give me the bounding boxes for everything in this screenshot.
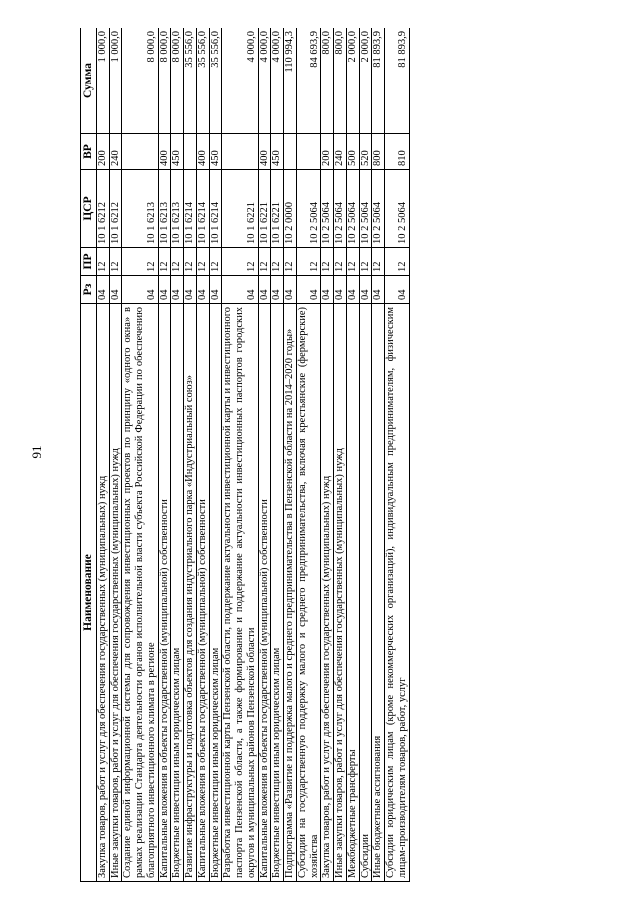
cell-name: Разработка инвестиционной карты Пензенской области, поддержание актуальности инвестиционной карты и инвестиционного паспорта Пензенской области, а также формирование и поддержание актуальности инвестиционных паспортов городских округов и муниципальных районов Пензенской области bbox=[222, 304, 258, 882]
cell-name: Капитальные вложения в объекты государственной (муниципальной) собственности bbox=[158, 304, 171, 882]
cell-name: Создание единой информационной системы для сопровождения инвестиционных проектов по принципу «одного окна» в рамках реализации Стандарта деятельности органов исполнительной власти субъекта Российской Федерации по обеспечению благоприятного инвестиционного климата в регионе bbox=[122, 304, 158, 882]
cell-target-article: 10 2 5064 bbox=[296, 170, 321, 248]
cell-subsection: 12 bbox=[196, 248, 209, 276]
cell-name: Иные закупки товаров, работ и услуг для обеспечения государственных (муниципальных) нужд bbox=[334, 304, 347, 882]
cell-subsection: 12 bbox=[171, 248, 184, 276]
cell-target-article: 10 2 5064 bbox=[385, 170, 410, 248]
cell-target-article: 10 1 6221 bbox=[258, 170, 271, 248]
cell-section: 04 bbox=[222, 276, 258, 304]
cell-amount: 81 893,9 bbox=[372, 28, 385, 134]
cell-section: 04 bbox=[385, 276, 410, 304]
cell-target-article: 10 2 5064 bbox=[334, 170, 347, 248]
page-number: 91 bbox=[29, 445, 44, 459]
table-row bbox=[209, 28, 222, 882]
header-expense-type: ВР bbox=[81, 134, 97, 170]
table-row bbox=[359, 28, 372, 882]
cell-expense-type: 400 bbox=[258, 134, 271, 170]
cell-name: Бюджетные инвестиции иным юридическим лицам bbox=[271, 304, 284, 882]
cell-expense-type: 810 bbox=[385, 134, 410, 170]
cell-expense-type: 400 bbox=[158, 134, 171, 170]
table-row bbox=[271, 28, 284, 882]
cell-subsection: 12 bbox=[96, 248, 109, 276]
cell-target-article: 10 1 6221 bbox=[222, 170, 258, 248]
cell-target-article: 10 1 6213 bbox=[122, 170, 158, 248]
cell-name: Субсидии юридическим лицам (кроме некоммерческих организаций), индивидуальным предпринимателям, физическим лицам-производителям товаров, работ, услуг bbox=[385, 304, 410, 882]
cell-target-article: 10 1 6213 bbox=[158, 170, 171, 248]
cell-name: Бюджетные инвестиции иным юридическим лицам bbox=[209, 304, 222, 882]
cell-amount: 1 000,0 bbox=[109, 28, 122, 134]
table-row bbox=[258, 28, 271, 882]
cell-expense-type bbox=[122, 134, 158, 170]
cell-section: 04 bbox=[258, 276, 271, 304]
cell-expense-type: 520 bbox=[359, 134, 372, 170]
table-row bbox=[321, 28, 334, 882]
cell-expense-type: 200 bbox=[96, 134, 109, 170]
cell-name: Субсидии на государственную поддержку малого и среднего предпринимательства, включая крестьянские (фермерские) хозяйства bbox=[296, 304, 321, 882]
cell-target-article: 10 2 5064 bbox=[359, 170, 372, 248]
cell-name: Иные бюджетные ассигнования bbox=[372, 304, 385, 882]
table-wrapper bbox=[80, 28, 410, 882]
header-target-article: ЦСР bbox=[81, 170, 97, 248]
cell-target-article: 10 1 6213 bbox=[171, 170, 184, 248]
table-row bbox=[372, 28, 385, 882]
cell-amount: 8 000,0 bbox=[158, 28, 171, 134]
cell-target-article: 10 1 6214 bbox=[184, 170, 197, 248]
cell-name: Иные закупки товаров, работ и услуг для обеспечения государственных (муниципальных) нужд bbox=[109, 304, 122, 882]
table-body bbox=[96, 28, 409, 882]
cell-amount: 81 893,9 bbox=[385, 28, 410, 134]
cell-amount: 2 000,0 bbox=[359, 28, 372, 134]
cell-target-article: 10 2 5064 bbox=[346, 170, 359, 248]
cell-amount: 4 000,0 bbox=[258, 28, 271, 134]
cell-expense-type: 450 bbox=[171, 134, 184, 170]
cell-subsection: 12 bbox=[222, 248, 258, 276]
cell-section: 04 bbox=[209, 276, 222, 304]
cell-name: Развитие инфраструктуры и подготовка объектов для создания индустриального парка «Индустриальный союз» bbox=[184, 304, 197, 882]
cell-expense-type bbox=[184, 134, 197, 170]
cell-name: Капитальные вложения в объекты государственной (муниципальной) собственности bbox=[196, 304, 209, 882]
cell-subsection: 12 bbox=[258, 248, 271, 276]
cell-expense-type: 240 bbox=[109, 134, 122, 170]
table-row bbox=[196, 28, 209, 882]
table-row bbox=[96, 28, 109, 882]
cell-subsection: 12 bbox=[296, 248, 321, 276]
cell-target-article: 10 2 5064 bbox=[321, 170, 334, 248]
cell-expense-type bbox=[284, 134, 297, 170]
cell-amount: 1 000,0 bbox=[96, 28, 109, 134]
table-row bbox=[346, 28, 359, 882]
cell-amount: 8 000,0 bbox=[122, 28, 158, 134]
table-row bbox=[334, 28, 347, 882]
cell-amount: 110 994,3 bbox=[284, 28, 297, 134]
cell-amount: 35 556,0 bbox=[209, 28, 222, 134]
cell-section: 04 bbox=[359, 276, 372, 304]
table-row bbox=[385, 28, 410, 882]
cell-section: 04 bbox=[122, 276, 158, 304]
cell-expense-type: 450 bbox=[271, 134, 284, 170]
cell-expense-type bbox=[296, 134, 321, 170]
cell-name: Субсидии bbox=[359, 304, 372, 882]
cell-subsection: 12 bbox=[359, 248, 372, 276]
cell-name: Капитальные вложения в объекты государственной (муниципальной) собственности bbox=[258, 304, 271, 882]
cell-subsection: 12 bbox=[334, 248, 347, 276]
table-row bbox=[184, 28, 197, 882]
cell-amount: 35 556,0 bbox=[184, 28, 197, 134]
table-row bbox=[171, 28, 184, 882]
table-row bbox=[284, 28, 297, 882]
cell-amount: 4 000,0 bbox=[271, 28, 284, 134]
cell-amount: 4 000,0 bbox=[222, 28, 258, 134]
cell-subsection: 12 bbox=[271, 248, 284, 276]
table-row bbox=[109, 28, 122, 882]
cell-amount: 8 000,0 bbox=[171, 28, 184, 134]
cell-name: Закупка товаров, работ и услуг для обеспечения государственных (муниципальных) нужд bbox=[321, 304, 334, 882]
cell-expense-type: 240 bbox=[334, 134, 347, 170]
cell-section: 04 bbox=[296, 276, 321, 304]
cell-target-article: 10 1 6214 bbox=[209, 170, 222, 248]
cell-section: 04 bbox=[184, 276, 197, 304]
cell-subsection: 12 bbox=[158, 248, 171, 276]
cell-target-article: 10 2 0000 bbox=[284, 170, 297, 248]
cell-subsection: 12 bbox=[385, 248, 410, 276]
cell-section: 04 bbox=[171, 276, 184, 304]
cell-section: 04 bbox=[372, 276, 385, 304]
header-section: Рз bbox=[81, 276, 97, 304]
table-row bbox=[222, 28, 258, 882]
cell-amount: 2 000,0 bbox=[346, 28, 359, 134]
cell-section: 04 bbox=[284, 276, 297, 304]
cell-subsection: 12 bbox=[346, 248, 359, 276]
cell-target-article: 10 1 6212 bbox=[96, 170, 109, 248]
cell-subsection: 12 bbox=[372, 248, 385, 276]
cell-amount: 800,0 bbox=[334, 28, 347, 134]
table-row bbox=[296, 28, 321, 882]
cell-target-article: 10 1 6214 bbox=[196, 170, 209, 248]
cell-name: Межбюджетные трансферты bbox=[346, 304, 359, 882]
cell-subsection: 12 bbox=[109, 248, 122, 276]
cell-section: 04 bbox=[196, 276, 209, 304]
cell-amount: 35 556,0 bbox=[196, 28, 209, 134]
cell-expense-type bbox=[222, 134, 258, 170]
cell-section: 04 bbox=[96, 276, 109, 304]
cell-section: 04 bbox=[321, 276, 334, 304]
cell-target-article: 10 1 6221 bbox=[271, 170, 284, 248]
cell-subsection: 12 bbox=[321, 248, 334, 276]
cell-name: Закупка товаров, работ и услуг для обеспечения государственных (муниципальных) нужд bbox=[96, 304, 109, 882]
header-subsection: ПР bbox=[81, 248, 97, 276]
cell-subsection: 12 bbox=[184, 248, 197, 276]
cell-target-article: 10 1 6212 bbox=[109, 170, 122, 248]
table-row bbox=[122, 28, 158, 882]
cell-section: 04 bbox=[334, 276, 347, 304]
cell-expense-type: 400 bbox=[196, 134, 209, 170]
cell-section: 04 bbox=[271, 276, 284, 304]
cell-expense-type: 500 bbox=[346, 134, 359, 170]
cell-expense-type: 200 bbox=[321, 134, 334, 170]
cell-amount: 800,0 bbox=[321, 28, 334, 134]
budget-table bbox=[80, 28, 410, 882]
cell-section: 04 bbox=[109, 276, 122, 304]
rotated-page-area bbox=[80, 28, 544, 882]
cell-name: Бюджетные инвестиции иным юридическим лицам bbox=[171, 304, 184, 882]
cell-subsection: 12 bbox=[284, 248, 297, 276]
cell-subsection: 12 bbox=[209, 248, 222, 276]
table-row bbox=[158, 28, 171, 882]
cell-target-article: 10 2 5064 bbox=[372, 170, 385, 248]
cell-name: Подпрограмма «Развитие и поддержка малого и среднего предпринимательства в Пензенской области на 2014–2020 годы» bbox=[284, 304, 297, 882]
header-amount: Сумма bbox=[81, 28, 97, 134]
cell-section: 04 bbox=[158, 276, 171, 304]
cell-section: 04 bbox=[346, 276, 359, 304]
header-name: Наименование bbox=[81, 304, 97, 882]
cell-expense-type: 800 bbox=[372, 134, 385, 170]
cell-subsection: 12 bbox=[122, 248, 158, 276]
cell-expense-type: 450 bbox=[209, 134, 222, 170]
cell-amount: 84 693,9 bbox=[296, 28, 321, 134]
table-header-row bbox=[81, 28, 97, 882]
